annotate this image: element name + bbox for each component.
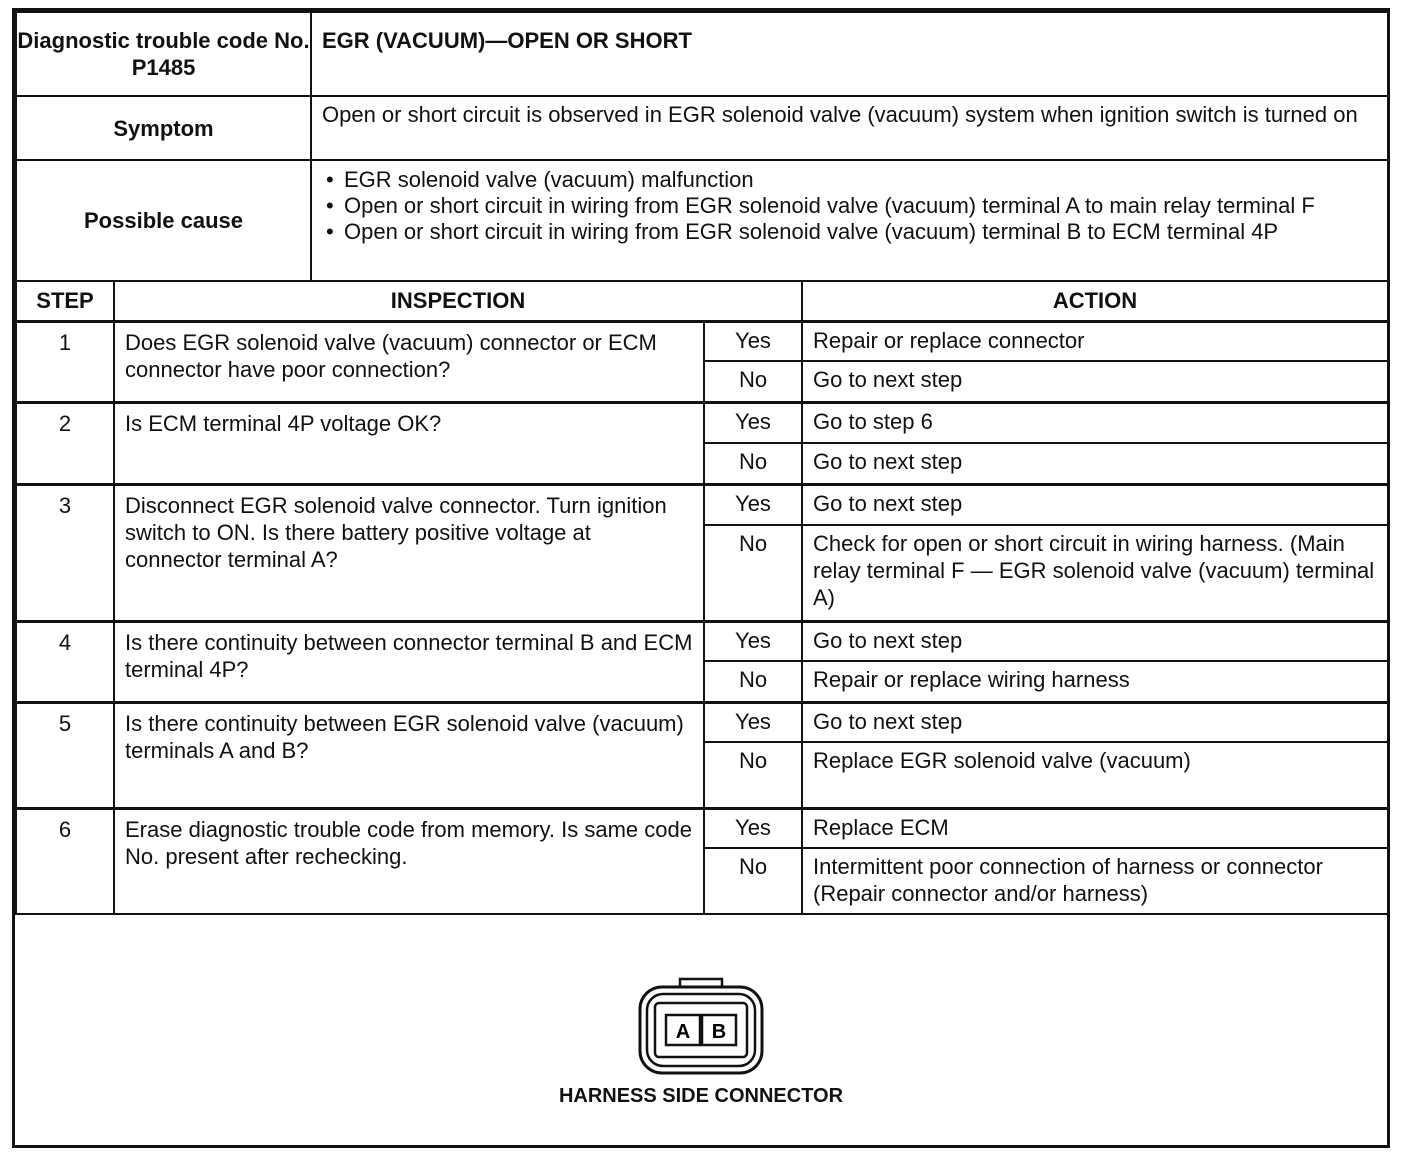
inspection-column-header: INSPECTION [114, 281, 802, 321]
no-label: No [704, 848, 802, 914]
cause-item: • Open or short circuit in wiring from EGR solenoid valve (vacuum) terminal B to ECM terminal 4P [322, 219, 1377, 245]
column-header-row [16, 281, 1388, 321]
step-number: 5 [16, 702, 114, 808]
inspection-table [15, 280, 1389, 915]
connector-diagram [15, 917, 1387, 1145]
no-label: No [704, 742, 802, 808]
no-action: Go to next step [802, 443, 1388, 484]
cause-label: Possible cause [16, 160, 311, 281]
no-label: No [704, 525, 802, 621]
cause-list [312, 161, 1387, 245]
yes-label: Yes [704, 484, 802, 525]
yes-action: Go to next step [802, 484, 1388, 525]
yes-action: Repair or replace connector [802, 321, 1388, 361]
no-action: Go to next step [802, 361, 1388, 402]
yes-label: Yes [704, 702, 802, 742]
dtc-row [16, 12, 1388, 96]
cause-item: • Open or short circuit in wiring from EGR solenoid valve (vacuum) terminal A to main relay terminal F [322, 193, 1377, 219]
no-action: Replace EGR solenoid valve (vacuum) [802, 742, 1388, 808]
terminal-a-label: A [675, 1021, 691, 1043]
cause-item: • EGR solenoid valve (vacuum) malfunction [322, 167, 1377, 193]
step-row [16, 621, 1388, 661]
step-row [16, 402, 1388, 443]
step-inspection: Disconnect EGR solenoid valve connector. Turn ignition switch to ON. Is there battery positive voltage at connector terminal A? [114, 484, 704, 621]
step-inspection: Does EGR solenoid valve (vacuum) connector or ECM connector have poor connection? [114, 321, 704, 402]
no-action: Check for open or short circuit in wiring harness. (Main relay terminal F — EGR solenoid valve (vacuum) terminal A) [802, 525, 1388, 621]
yes-action: Go to next step [802, 621, 1388, 661]
step-row [16, 702, 1388, 742]
dtc-header-table [15, 11, 1389, 282]
action-column-header: ACTION [802, 281, 1388, 321]
step-column-header: STEP [16, 281, 114, 321]
step-number: 1 [16, 321, 114, 402]
step-inspection: Erase diagnostic trouble code from memory. Is same code No. present after rechecking. [114, 808, 704, 914]
step-number: 2 [16, 402, 114, 484]
yes-label: Yes [704, 808, 802, 848]
step-row [16, 321, 1388, 361]
yes-action: Go to next step [802, 702, 1388, 742]
dtc-title: EGR (VACUUM)—OPEN OR SHORT [311, 12, 1388, 96]
yes-label: Yes [704, 321, 802, 361]
yes-action: Replace ECM [802, 808, 1388, 848]
step-inspection: Is there continuity between EGR solenoid valve (vacuum) terminals A and B? [114, 702, 704, 808]
step-number: 4 [16, 621, 114, 702]
no-action: Repair or replace wiring harness [802, 661, 1388, 702]
step-inspection: Is ECM terminal 4P voltage OK? [114, 402, 704, 484]
symptom-text: Open or short circuit is observed in EGR solenoid valve (vacuum) system when ignition switch is turned on [311, 96, 1388, 160]
yes-label: Yes [704, 402, 802, 443]
no-action: Intermittent poor connection of harness or connector (Repair connector and/or harness) [802, 848, 1388, 914]
cause-cell [311, 160, 1388, 281]
symptom-label: Symptom [16, 96, 311, 160]
no-label: No [704, 661, 802, 702]
step-row [16, 484, 1388, 525]
cause-row [16, 160, 1388, 281]
step-number: 6 [16, 808, 114, 914]
step-number: 3 [16, 484, 114, 621]
diagnostic-sheet [12, 8, 1390, 1148]
symptom-row [16, 96, 1388, 160]
no-label: No [704, 361, 802, 402]
step-row [16, 808, 1388, 848]
connector-caption: HARNESS SIDE CONNECTOR [558, 1085, 844, 1107]
step-inspection: Is there continuity between connector terminal B and ECM terminal 4P? [114, 621, 704, 702]
terminal-b-label: B [711, 1021, 727, 1043]
yes-label: Yes [704, 621, 802, 661]
dtc-label: Diagnostic trouble code No. P1485 [16, 12, 311, 96]
harness-connector-icon [636, 977, 766, 1077]
no-label: No [704, 443, 802, 484]
yes-action: Go to step 6 [802, 402, 1388, 443]
